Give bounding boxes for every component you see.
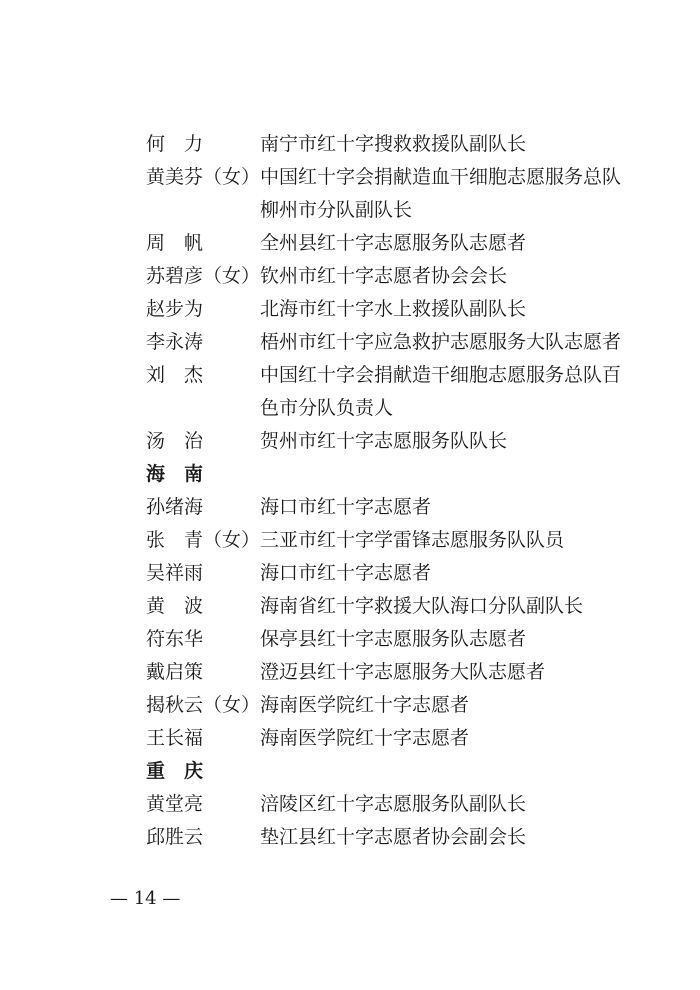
volunteer-name: 黄美芬（女）: [146, 166, 261, 188]
volunteer-name: 邱胜云: [146, 826, 204, 848]
volunteer-entry: [146, 425, 646, 458]
volunteer-role: 钦州市红十字志愿者协会会长: [260, 265, 508, 287]
volunteer-name: 刘 杰: [146, 364, 204, 386]
volunteer-list: [146, 128, 646, 854]
volunteer-entry: [146, 689, 646, 722]
volunteer-entry: [146, 128, 646, 161]
region-heading-row: [146, 458, 646, 491]
volunteer-name: 赵步为: [146, 298, 204, 320]
volunteer-entry: [146, 161, 646, 227]
volunteer-role: 南宁市红十字搜救救援队副队长: [260, 133, 527, 155]
volunteer-entry: [146, 590, 646, 623]
volunteer-role: 中国红十字会捐献造干细胞志愿服务总队百 色市分队负责人: [260, 364, 622, 419]
volunteer-name: 苏碧彦（女）: [146, 265, 261, 287]
volunteer-role: 梧州市红十字应急救护志愿服务大队志愿者: [260, 331, 622, 353]
volunteer-role: 海南医学院红十字志愿者: [260, 727, 470, 749]
volunteer-entry: [146, 260, 646, 293]
volunteer-role: 海南医学院红十字志愿者: [260, 694, 470, 716]
volunteer-entry: [146, 293, 646, 326]
page-number: — 14 —: [110, 888, 181, 909]
volunteer-entry: [146, 326, 646, 359]
volunteer-entry: [146, 491, 646, 524]
volunteer-name: 王长福: [146, 727, 204, 749]
volunteer-role: 保亭县红十字志愿服务队志愿者: [260, 628, 527, 650]
volunteer-name: 张 青（女）: [146, 529, 261, 551]
volunteer-entry: [146, 359, 646, 425]
volunteer-name: 戴启策: [146, 661, 204, 683]
volunteer-entry: [146, 722, 646, 755]
region-heading: 重 庆: [146, 760, 204, 782]
volunteer-role: 垫江县红十字志愿者协会副会长: [260, 826, 527, 848]
volunteer-entry: [146, 788, 646, 821]
volunteer-entry: [146, 656, 646, 689]
volunteer-entry: [146, 227, 646, 260]
volunteer-role: 全州县红十字志愿服务队志愿者: [260, 232, 527, 254]
volunteer-role: 海口市红十字志愿者: [260, 496, 432, 518]
volunteer-role: 海南省红十字救援大队海口分队副队长: [260, 595, 584, 617]
volunteer-name: 揭秋云（女）: [146, 694, 261, 716]
volunteer-entry: [146, 524, 646, 557]
volunteer-name: 周 帆: [146, 232, 204, 254]
region-heading-row: [146, 755, 646, 788]
volunteer-role: 三亚市红十字学雷锋志愿服务队队员: [260, 529, 565, 551]
volunteer-role: 海口市红十字志愿者: [260, 562, 432, 584]
volunteer-name: 符东华: [146, 628, 204, 650]
volunteer-entry: [146, 821, 646, 854]
volunteer-name: 黄堂亮: [146, 793, 204, 815]
volunteer-entry: [146, 557, 646, 590]
volunteer-name: 黄 波: [146, 595, 204, 617]
volunteer-entry: [146, 623, 646, 656]
volunteer-name: 汤 治: [146, 430, 204, 452]
volunteer-name: 李永涛: [146, 331, 204, 353]
volunteer-name: 孙绪海: [146, 496, 204, 518]
volunteer-role: 贺州市红十字志愿服务队队长: [260, 430, 508, 452]
volunteer-role: 涪陵区红十字志愿服务队副队长: [260, 793, 527, 815]
volunteer-name: 吴祥雨: [146, 562, 204, 584]
volunteer-name: 何 力: [146, 133, 204, 155]
volunteer-role: 北海市红十字水上救援队副队长: [260, 298, 527, 320]
region-heading: 海 南: [146, 463, 204, 485]
volunteer-role: 中国红十字会捐献造血干细胞志愿服务总队 柳州市分队副队长: [260, 166, 622, 221]
volunteer-role: 澄迈县红十字志愿服务大队志愿者: [260, 661, 546, 683]
